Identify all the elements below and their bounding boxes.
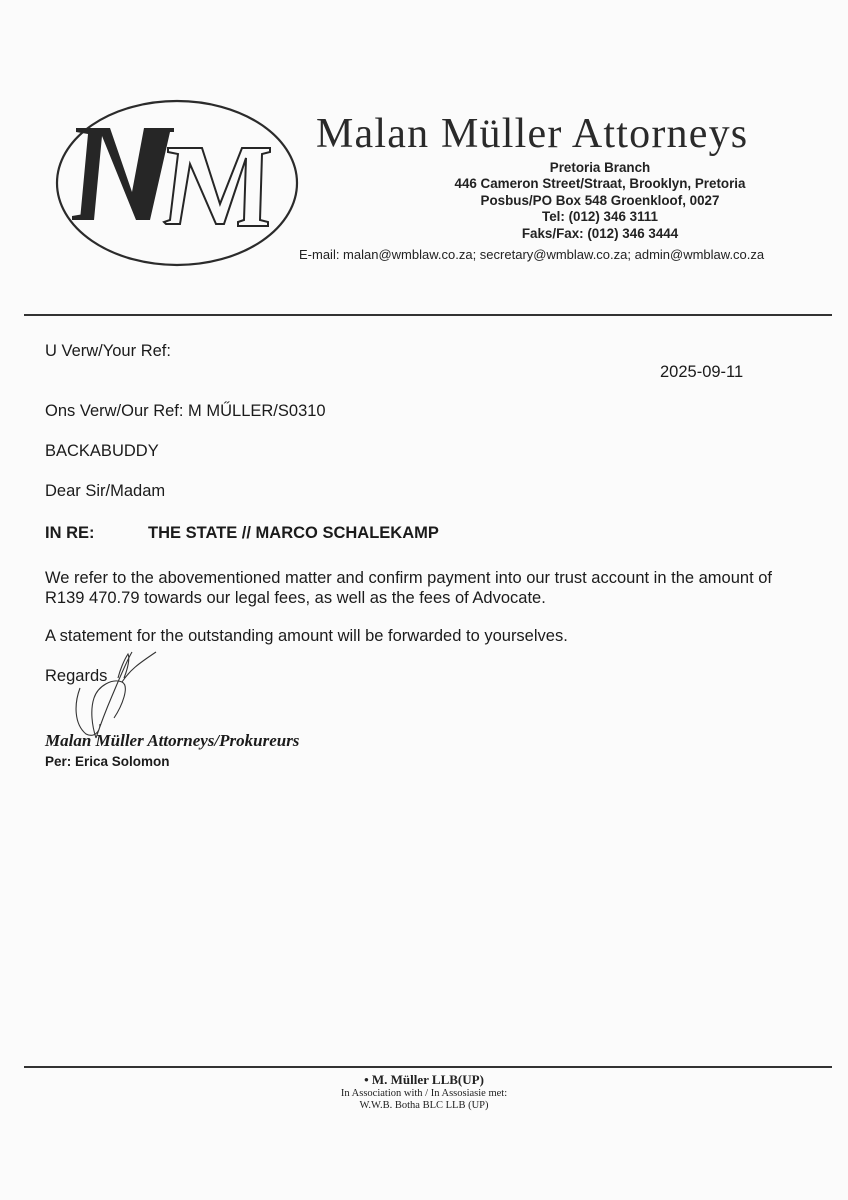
street-address: 446 Cameron Street/Straat, Brooklyn, Pretoria	[454, 176, 746, 192]
in-re-label: IN RE:	[45, 524, 95, 542]
letter-date: 2025-09-11	[660, 363, 744, 381]
footer-partner: • M. Müller LLB(UP)	[364, 1072, 484, 1087]
footer-divider	[24, 1066, 832, 1068]
firm-logo	[54, 98, 300, 268]
footer-association: In Association with / In Assosiasie met:	[340, 1088, 508, 1099]
telephone: Tel: (012) 346 3111	[542, 209, 658, 225]
email-line: E-mail: malan@wmblaw.co.za; secretary@wmblaw.co.za; admin@wmblaw.co.za	[299, 247, 765, 262]
branch-name: Pretoria Branch	[549, 160, 651, 175]
body-paragraph-payment: We refer to the abovementioned matter and confirm payment into our trust account in the amount of R139 470.79 towards our legal fees, as well as the fees of Advocate.	[45, 569, 773, 607]
fax: Faks/Fax: (012) 346 3444	[521, 225, 679, 241]
salutation: Dear Sir/Madam	[45, 482, 166, 500]
firm-name: Malan Müller Attorneys	[316, 111, 749, 157]
footer-associate: W.W.B. Botha BLC LLB (UP)	[359, 1100, 489, 1111]
signatory: Per: Erica Solomon	[45, 754, 170, 769]
handwritten-signature	[60, 648, 170, 743]
signature-firm: Malan Müller Attorneys/Prokureurs	[45, 731, 300, 750]
body-paragraph-statement: A statement for the outstanding amount will be forwarded to yourselves.	[45, 627, 568, 645]
your-reference: U Verw/Your Ref:	[45, 342, 171, 360]
our-reference: Ons Verw/Our Ref: M MŰLLER/S0310	[45, 402, 326, 420]
recipient: BACKABUDDY	[45, 442, 159, 460]
footer	[224, 1072, 624, 1112]
closing-regards: Regards	[45, 667, 108, 685]
in-re-subject: THE STATE // MARCO SCHALEKAMP	[148, 524, 439, 542]
postal-address: Posbus/PO Box 548 Groenkloof, 0027	[480, 192, 720, 208]
branch-address-block	[340, 160, 848, 242]
header-divider	[24, 314, 832, 316]
